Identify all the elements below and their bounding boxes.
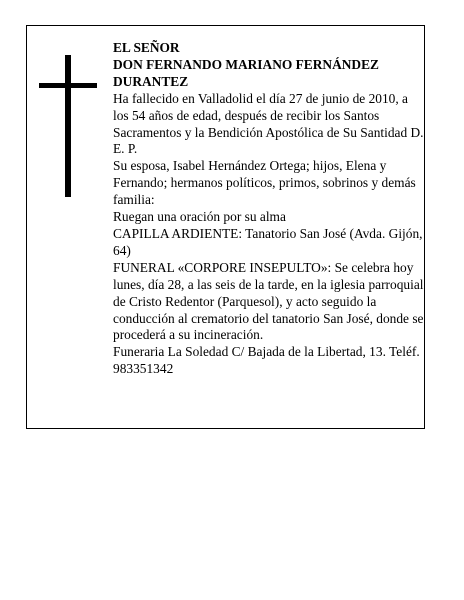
- cross-horizontal-bar: [39, 83, 97, 88]
- notice-prayer-request: Ruegan una oración por su alma: [113, 209, 286, 225]
- notice-family: Su esposa, Isabel Hernández Ortega; hijos, Elena y Fernando; hermanos políticos, primos, sobrinos y demás familia:: [113, 158, 416, 208]
- notice-title-line1: EL SEÑOR: [113, 40, 180, 55]
- notice-funeral: FUNERAL «CORPORE INSEPULTO»: Se celebra hoy lunes, día 28, a las seis de la tarde, en la iglesia parroquial de Cristo Redentor (Parquesol), y acto seguido la conducción al crematorio del tanatorio San José, donde se procederá a su incineración.: [113, 259, 424, 343]
- obituary-notice: [26, 25, 425, 429]
- cross-vertical-bar: [65, 55, 71, 197]
- notice-funeral-home: Funeraria La Soledad C/ Bajada de la Libertad, 13. Teléf. 983351342: [113, 344, 420, 377]
- notice-deceased-name: DON FERNANDO MARIANO FERNÁNDEZ DURANTEZ: [113, 56, 379, 89]
- notice-content: [113, 40, 425, 378]
- notice-death-announcement: Ha fallecido en Valladolid el día 27 de junio de 2010, a los 54 años de edad, después de recibir los Santos Sacramentos y la Bendición Apostólica de Su Santidad D. E. P.: [113, 90, 424, 157]
- cross-icon: [39, 55, 97, 197]
- notice-chapel: CAPILLA ARDIENTE: Tanatorio San José (Avda. Gijón, 64): [113, 225, 423, 258]
